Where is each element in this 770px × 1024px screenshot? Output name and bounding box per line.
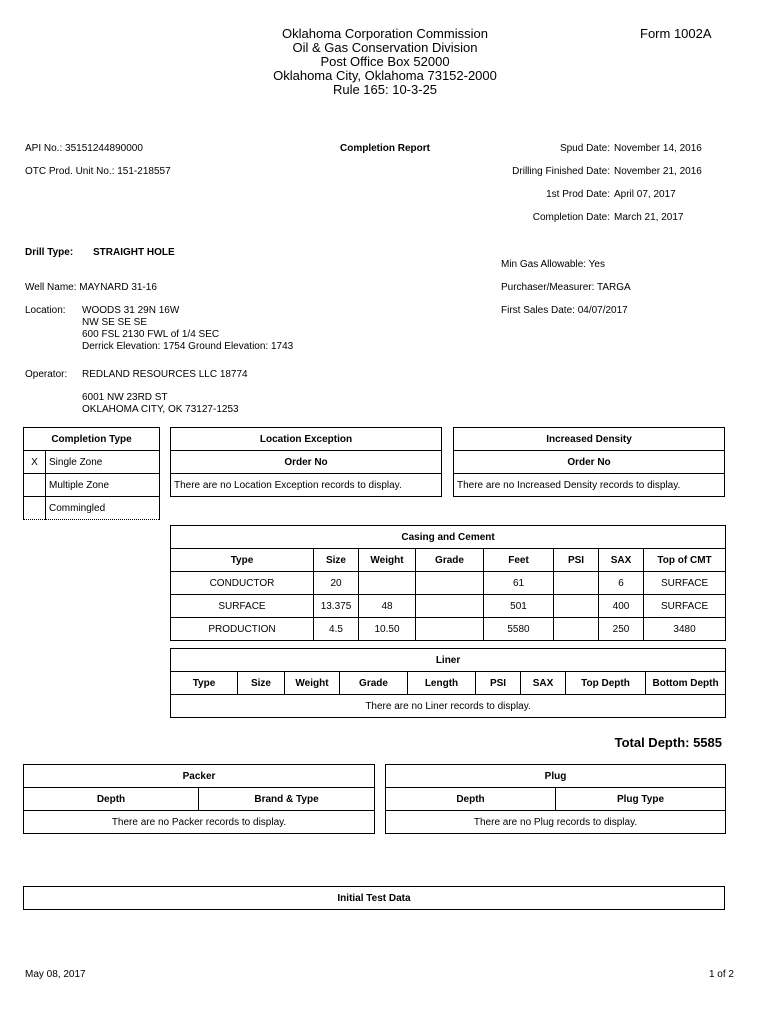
plug-table	[385, 764, 726, 834]
casing-cell	[554, 618, 599, 641]
casing-cell: SURFACE	[644, 572, 726, 595]
casing-col-type: Type	[171, 549, 314, 572]
form-number: Form 1002A	[640, 26, 712, 41]
casing-cell: 61	[484, 572, 554, 595]
first-prod-label: 1st Prod Date:	[546, 189, 610, 200]
location-label: Location:	[25, 305, 66, 316]
casing-col-size: Size	[314, 549, 359, 572]
completion-type-label: Commingled	[46, 497, 160, 520]
increased-density-empty: There are no Increased Density records to display.	[454, 474, 725, 497]
purchaser-measurer: Purchaser/Measurer: TARGA	[501, 282, 631, 293]
header-line-1: Oklahoma Corporation Commission	[282, 26, 488, 41]
location-exception-table	[170, 427, 442, 497]
completion-type-mark	[24, 474, 46, 497]
increased-density-table	[453, 427, 725, 497]
casing-cell: 501	[484, 595, 554, 618]
initial-test-data-title: Initial Test Data	[24, 887, 725, 910]
min-gas-allowable: Min Gas Allowable: Yes	[501, 259, 605, 270]
casing-cell	[416, 595, 484, 618]
spud-date-label: Spud Date:	[559, 143, 610, 154]
initial-test-data-table	[23, 886, 725, 910]
completion-date-value: March 21, 2017	[614, 212, 684, 223]
operator-value: REDLAND RESOURCES LLC 18774	[82, 369, 248, 380]
otc-unit-number: OTC Prod. Unit No.: 151-218557	[25, 166, 171, 177]
location-line-4: Derrick Elevation: 1754 Ground Elevation: 1743	[82, 341, 294, 352]
casing-col-psi: PSI	[554, 549, 599, 572]
plug-col-depth: Depth	[386, 788, 556, 811]
spud-date-value: November 14, 2016	[614, 143, 702, 154]
casing-cell: SURFACE	[171, 595, 314, 618]
completion-type-mark	[24, 497, 46, 520]
liner-col-size: Size	[238, 672, 285, 695]
completion-type-title: Completion Type	[24, 428, 160, 451]
packer-empty: There are no Packer records to display.	[24, 811, 375, 834]
liner-col-grade: Grade	[340, 672, 408, 695]
casing-cement-table	[170, 525, 726, 641]
plug-header-row	[386, 788, 726, 811]
table-row	[171, 572, 726, 595]
casing-cell	[359, 572, 416, 595]
plug-title: Plug	[386, 765, 726, 788]
api-number: API No.: 35151244890000	[25, 143, 143, 154]
liner-col-sax: SAX	[521, 672, 566, 695]
completion-type-row	[24, 474, 160, 497]
completion-type-label: Single Zone	[46, 451, 160, 474]
liner-col-length: Length	[408, 672, 476, 695]
footer-page-number: 1 of 2	[708, 969, 734, 980]
casing-col-sax: SAX	[599, 549, 644, 572]
casing-cell: 13.375	[314, 595, 359, 618]
casing-cell: SURFACE	[644, 595, 726, 618]
operator-address-2: OKLAHOMA CITY, OK 73127-1253	[82, 404, 239, 415]
casing-cell: CONDUCTOR	[171, 572, 314, 595]
casing-cell: 400	[599, 595, 644, 618]
casing-cell: 48	[359, 595, 416, 618]
casing-cell: 3480	[644, 618, 726, 641]
packer-header-row	[24, 788, 375, 811]
liner-title: Liner	[171, 649, 726, 672]
casing-cell	[554, 572, 599, 595]
casing-cell: 4.5	[314, 618, 359, 641]
liner-col-bottom-depth: Bottom Depth	[646, 672, 726, 695]
total-depth: Total Depth: 5585	[614, 735, 722, 750]
casing-cell	[416, 572, 484, 595]
liner-col-type: Type	[171, 672, 238, 695]
header-line-5: Rule 165: 10-3-25	[332, 82, 438, 97]
casing-cell: PRODUCTION	[171, 618, 314, 641]
casing-cell: 10.50	[359, 618, 416, 641]
packer-title: Packer	[24, 765, 375, 788]
operator-address-1: 6001 NW 23RD ST	[82, 392, 168, 403]
operator-label: Operator:	[25, 369, 68, 380]
casing-cell	[416, 618, 484, 641]
completion-type-table	[23, 427, 160, 520]
completion-date-label: Completion Date:	[532, 212, 610, 223]
casing-cement-title: Casing and Cement	[171, 526, 726, 549]
casing-cell: 6	[599, 572, 644, 595]
first-prod-value: April 07, 2017	[614, 189, 676, 200]
liner-col-top-depth: Top Depth	[566, 672, 646, 695]
casing-header-row	[171, 549, 726, 572]
liner-table	[170, 648, 726, 718]
completion-type-row	[24, 497, 160, 520]
completion-type-label: Multiple Zone	[46, 474, 160, 497]
casing-col-grade: Grade	[416, 549, 484, 572]
well-name: Well Name: MAYNARD 31-16	[25, 282, 157, 293]
drill-type-value: STRAIGHT HOLE	[93, 247, 175, 258]
increased-density-order-header: Order No	[454, 451, 725, 474]
increased-density-title: Increased Density	[454, 428, 725, 451]
first-sales-date: First Sales Date: 04/07/2017	[501, 305, 628, 316]
table-row	[171, 595, 726, 618]
location-exception-title: Location Exception	[171, 428, 442, 451]
drill-type-label: Drill Type:	[25, 247, 74, 258]
location-line-1: WOODS 31 29N 16W	[82, 305, 180, 316]
casing-cell: 5580	[484, 618, 554, 641]
casing-cell	[554, 595, 599, 618]
location-exception-order-header: Order No	[171, 451, 442, 474]
drilling-finished-label: Drilling Finished Date:	[512, 166, 610, 177]
location-exception-empty: There are no Location Exception records to display.	[171, 474, 442, 497]
casing-cell: 20	[314, 572, 359, 595]
header-line-2: Oil & Gas Conservation Division	[292, 40, 478, 55]
liner-header-row	[171, 672, 726, 695]
plug-col-type: Plug Type	[556, 788, 726, 811]
packer-table	[23, 764, 375, 834]
location-line-3: 600 FSL 2130 FWL of 1/4 SEC	[82, 329, 220, 340]
liner-col-psi: PSI	[476, 672, 521, 695]
plug-empty: There are no Plug records to display.	[386, 811, 726, 834]
drilling-finished-value: November 21, 2016	[614, 166, 702, 177]
completion-type-row	[24, 451, 160, 474]
packer-col-brand-type: Brand & Type	[199, 788, 375, 811]
casing-col-top-of-cmt: Top of CMT	[644, 549, 726, 572]
header-line-3: Post Office Box 52000	[320, 54, 450, 69]
table-row	[171, 618, 726, 641]
completion-type-mark: X	[24, 451, 46, 474]
packer-col-depth: Depth	[24, 788, 199, 811]
footer-date: May 08, 2017	[25, 969, 86, 980]
header-line-4: Oklahoma City, Oklahoma 73152-2000	[273, 68, 497, 83]
liner-col-weight: Weight	[285, 672, 340, 695]
report-title: Completion Report	[340, 143, 430, 154]
casing-cell: 250	[599, 618, 644, 641]
casing-col-feet: Feet	[484, 549, 554, 572]
casing-col-weight: Weight	[359, 549, 416, 572]
location-line-2: NW SE SE SE	[82, 317, 148, 328]
liner-empty: There are no Liner records to display.	[171, 695, 726, 718]
